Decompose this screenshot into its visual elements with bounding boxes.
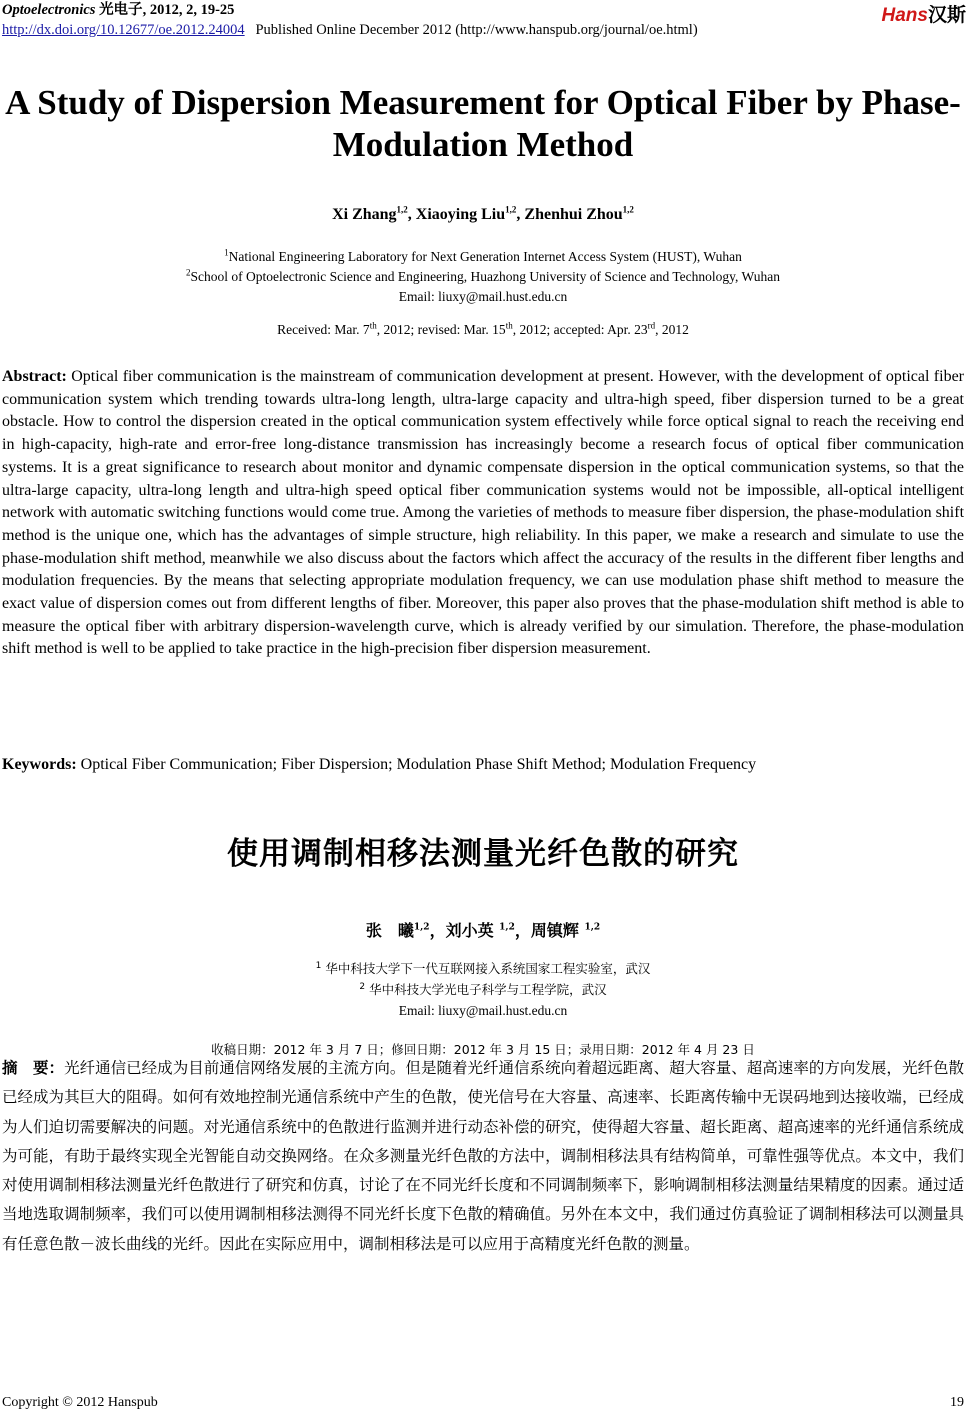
- abstract-label: 摘 要：: [2, 1059, 65, 1077]
- keywords-text: Optical Fiber Communication; Fiber Dispersion; Modulation Phase Shift Method; Modulation Frequency: [76, 756, 757, 773]
- author: 刘小英: [445, 921, 494, 940]
- email: Email: liuxy@mail.hust.edu.cn: [398, 1003, 568, 1018]
- volume-info: , 2012, 2, 19-25: [142, 2, 235, 18]
- affiliation-2: $^2$ 华中科技大学光电子科学与工程学院，武汉: [359, 981, 607, 997]
- authors-en: Xi Zhang$^{1,2}$, Xiaoying Liu$^{1,2}$, Zhenhui Zhou$^{1,2}$: [332, 204, 634, 223]
- author: 张 曦: [365, 921, 414, 940]
- doi-line: [2, 20, 964, 40]
- dates-cn: 收稿日期：2012 年 3 月 7 日；修回日期：2012 年 3 月 15 日；录用日期：2012 年 4 月 23 日: [211, 1042, 755, 1057]
- hans-logo: Hans汉斯: [881, 5, 966, 26]
- published-online: Published Online December 2012 (http://www.hanspub.org/journal/oe.html): [255, 22, 698, 38]
- journal-name: Optoelectronics: [2, 2, 96, 18]
- page-footer: [2, 1395, 964, 1411]
- doi-link[interactable]: http://dx.doi.org/10.12677/oe.2012.24004: [2, 22, 245, 38]
- abstract-label: Abstract:: [2, 368, 67, 385]
- abstract-en: [2, 366, 964, 661]
- author: Xiaoying Liu: [415, 206, 506, 223]
- affiliations-en: [0, 247, 966, 307]
- copyright: Copyright © 2012 Hanspub: [2, 1395, 158, 1410]
- author: Xi Zhang: [332, 206, 397, 223]
- paper-title-en: A Study of Dispersion Measurement for Optical Fiber by Phase-Modulation Method: [5, 83, 961, 164]
- email: Email: liuxy@mail.hust.edu.cn: [398, 289, 568, 304]
- abstract-text: 光纤通信已经成为目前通信网络发展的主流方向。但是随着光纤通信系统向着超远距离、超大容量、超高速率的方向发展，光纤色散已经成为其巨大的阻碍。如何有效地控制光通信系统中产生的色散，使光信号在大容量、高速率、长距离传输中无误码地到达接收端，已经成为人们迫切需要解决的问题。对光通信系统中的色散进行监测并进行动态补偿的研究，使得超大容量、超长距离、超高速率的光纤通信系统成为可能，有助于最终实现全光智能自动交换网络。在众多测量光纤色散的方法中，调制相移法具有结构简单，可靠性强等优点。本文中，我们对使用调制相移法测量光纤色散进行了研究和仿真，讨论了在不同光纤长度和不同调制频率下，影响调制相移法测量结果精度的因素。通过适当地选取调制频率，我们可以使用调制相移法测得不同光纤长度下色散的精确值。另外在本文中，我们通过仿真验证了调制相移法可以测量具有任意色散－波长曲线的光纤。因此在实际应用中，调制相移法是可以应用于高精度光纤色散的测量。: [2, 1059, 964, 1253]
- abstract-text: Optical fiber communication is the mainstream of communication development at present. However, with the development of optical fiber communication system which trending towards ultra-long length, ultra-large capacity and ultra-high speed, fiber dispersion turned to be a great obstacle. How to control the dispersion created in the optical communication system effectively while force optical signal to reach the receiving end in high-capacity, high-rate and error-free long-distance transmission has increasingly become a research focus of optical fiber communication systems. It is a great significance to research about monitor and dynamic compensate dispersion in the optical communication systems, so that the ultra-large capacity, ultra-long length and ultra-high speed optical fiber communication systems would not be impossible, all-optical intelligent network with automatic switching functions would come true. Among the varieties of methods to measure fiber dispersion, the phase-modulation shift method is the unique one, which has the advantages of simple structure, high reliability. In this paper, we make a research and simulate to use the phase-modulation shift method, meanwhile we also discuss about the factors which affect the accuracy of the results in the different fiber lengths and modulation frequencies. By the means that selecting appropriate modulation frequency, we can use modulation phase shift method to measure the exact value of dispersion comes out from different lengths of fiber. Moreover, this paper also proves that the phase-modulation shift method is able to measure the optical fiber with arbitrary dispersion-wavelength curve, which is already verified by our simulation. Therefore, the phase-modulation shift method is well to be applied to take practice in the high-precision fiber dispersion measurement.: [2, 368, 965, 658]
- affiliation-2: $^2$School of Optoelectronic Science and Engineering, Huazhong University of Science and Technology, Wuhan: [186, 267, 780, 284]
- author: 周镇辉: [530, 921, 579, 940]
- author: Zhenhui Zhou: [524, 206, 623, 223]
- affiliation-1: $^1$ 华中科技大学下一代互联网接入系统国家工程实验室，武汉: [315, 960, 651, 976]
- abstract-cn: [2, 1054, 964, 1259]
- dates-en: Received: Mar. 7th, 2012; revised: Mar. 15th, 2012; accepted: Apr. 23rd, 2012: [277, 320, 689, 337]
- journal-name-cn: 光电子: [99, 2, 143, 18]
- journal-line: [2, 0, 964, 20]
- page-number: 19: [950, 1395, 964, 1410]
- page-header: [2, 0, 964, 40]
- affiliations-cn: [0, 958, 966, 1021]
- affiliation-1: $^1$National Engineering Laboratory for Next Generation Internet Access System (HUST), Wuhan: [224, 247, 742, 264]
- keywords-en: [2, 756, 964, 774]
- keywords-label: Keywords:: [2, 756, 77, 773]
- paper-title-cn: 使用调制相移法测量光纤色散的研究: [227, 836, 739, 872]
- authors-cn: 张 曦$^{1,2}$，刘小英 $^{1,2}$，周镇辉 $^{1,2}$: [365, 921, 601, 940]
